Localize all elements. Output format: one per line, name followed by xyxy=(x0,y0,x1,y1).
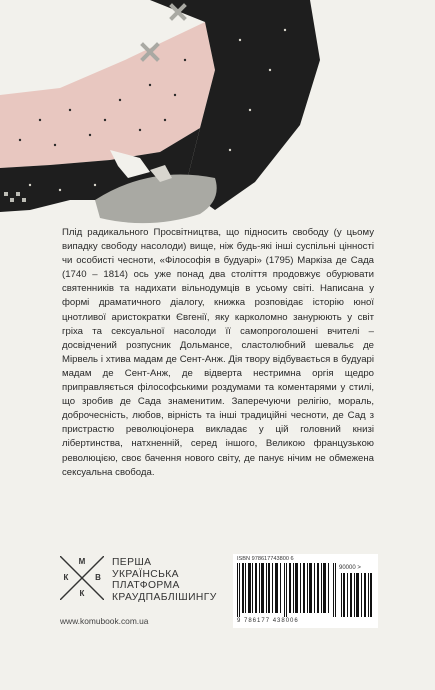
barcode-addon-bars xyxy=(341,573,373,617)
publisher-name xyxy=(112,557,217,603)
publisher-line: УКРАЇНСЬКА xyxy=(112,568,179,580)
publisher-line: КРАУДПАБЛІШИНГУ xyxy=(112,591,217,603)
book-description: Плід радикального Просвітництва, що підносить свободу (у цьому випадку свободу насолоди) вище, ніж будь-які інші суспільні цінності чи особисті чесноти, «Філософія в будуарі» (1795) Маркіза де Сада (1740 – 1814) ось уже понад два століття продовжує обурювати святенників та надихати вільнодумців в усьому світі. Написана у формі драматичного діалогу, книжка розповідає історію юної цнотливої аристократки Євгенії, яку карколомно занурюють у світ гріха та сексуальної насолоди її самопроголошені вчителі – досвідчений розпусник Дольмансе, сластолюбний шевальє де Мірвель і хтива мадам де Сент-Анж. Дія твору відбувається в будуарі мадам де Сент-Анж, де відверта нестримна оргія щедро приправляється філософськими роздумами та коментарями у стилі, що зробив де Сада знаменитим. Заперечуючи релігію, мораль, доброчесність, любов, вірність та інші традиційні чесноти, де Сад з пристрастю революціонера викладає у цій головний книзі лібертинства, натхненній, серед іншого, Великою французькою революцією, своє бачення нового світу, де панує нічим не обмежена сексуальна свобода. xyxy=(62,227,374,478)
logo-letter-left: К xyxy=(63,573,69,582)
barcode-digits: 9 786177 438006 xyxy=(237,618,299,624)
logo-letter-bottom: К xyxy=(79,589,85,598)
cover-illustration xyxy=(0,0,435,230)
logo-letter-right: В xyxy=(95,573,101,582)
publisher-line: ПЕРША xyxy=(112,557,152,568)
isbn-label: ISBN 978617743800 6 xyxy=(237,556,294,562)
publisher-website[interactable]: www.komubook.com.ua xyxy=(60,616,149,626)
logo-letter-top: М xyxy=(78,557,86,566)
barcode-bars xyxy=(237,563,337,617)
isbn-barcode xyxy=(233,554,378,628)
publisher-logo xyxy=(60,556,104,600)
barcode-addon-label: 90000 > xyxy=(339,565,361,571)
publisher-line: ПЛАТФОРМА xyxy=(112,580,180,591)
